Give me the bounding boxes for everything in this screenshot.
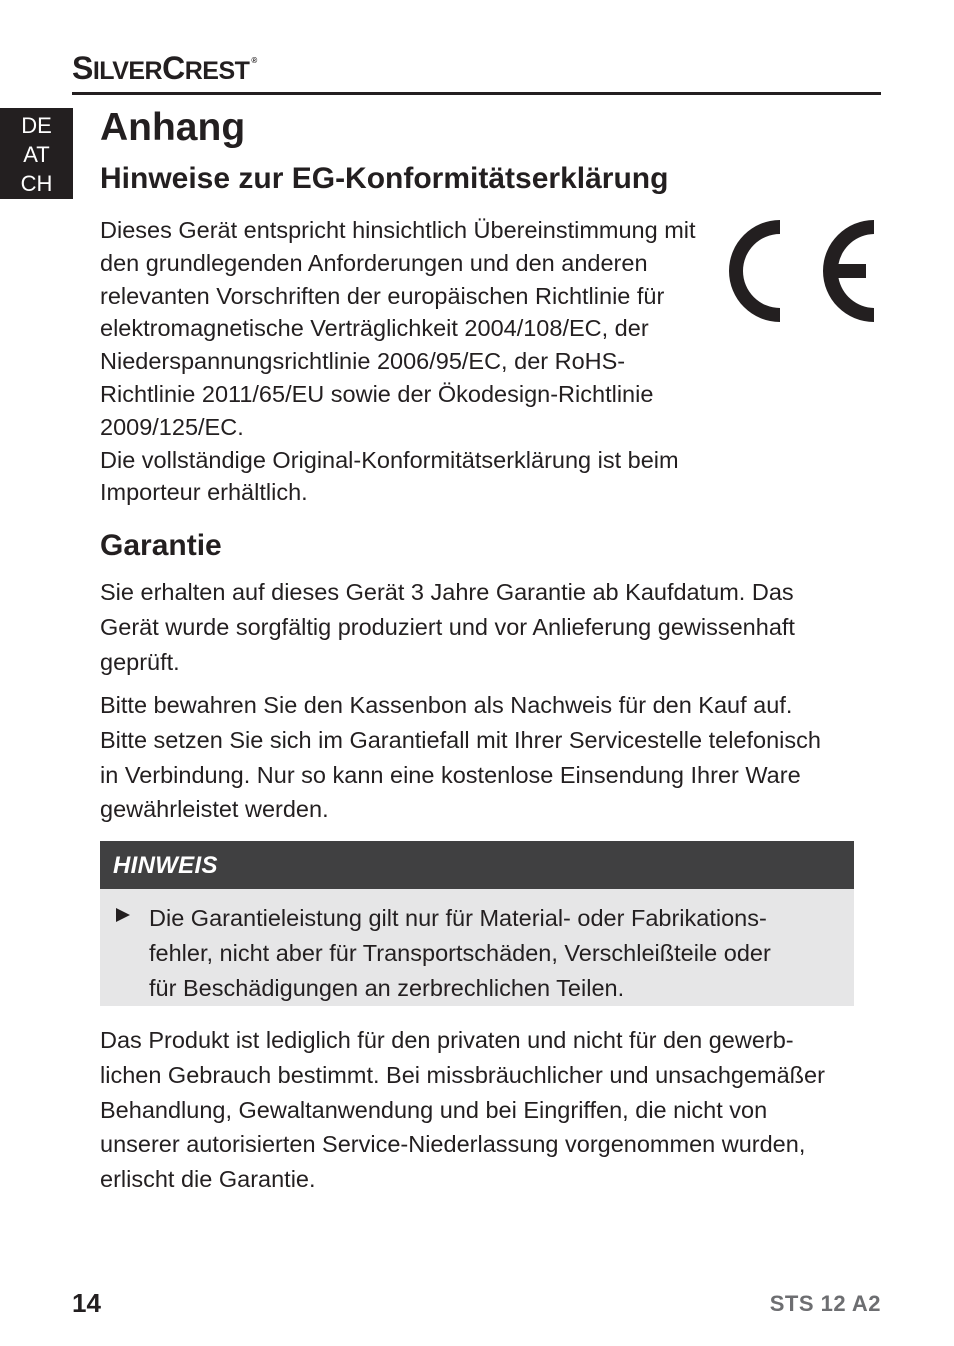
ce-mark-icon <box>728 218 876 324</box>
brand-rest-1: ILVER <box>92 57 163 85</box>
text-line: Das Produkt ist lediglich für den privaten und nicht für den gewerb- <box>100 1027 794 1053</box>
text-line: Bitte setzen Sie sich im Garantiefall mit Ihrer Servicestelle telefonisch <box>100 726 821 753</box>
garantie-paragraph-3 <box>100 1023 860 1197</box>
text-line: Die Garantieleistung gilt nur für Material- oder Fabrikations- <box>149 905 767 931</box>
text-line: Richtlinie 2011/65/EU sowie der Ökodesign-Richtlinie <box>100 380 654 407</box>
text-line: gewährleistet werden. <box>100 796 329 823</box>
text-line: lichen Gebrauch bestimmt. Bei missbräuchlicher und unsachgemäßer <box>100 1061 825 1088</box>
text-line: erlischt die Garantie. <box>100 1166 316 1193</box>
text-line: Behandlung, Gewaltanwendung und bei Eingriffen, die nicht von <box>100 1096 768 1123</box>
eg-conformity-heading: Hinweise zur EG-Konformitätserklärung <box>100 162 669 195</box>
eg-conformity-text <box>100 214 730 509</box>
text-line: Die vollständige Original-Konformitätserklärung ist beim <box>100 446 679 473</box>
garantie-paragraph-2 <box>100 688 860 827</box>
brand-initial-2: C <box>162 50 185 86</box>
brand-logo <box>72 50 257 87</box>
text-line: relevanten Vorschriften der europäischen Richtlinie für <box>100 282 665 309</box>
text-line: Importeur erhältlich. <box>100 479 308 506</box>
garantie-paragraph-1 <box>100 575 860 679</box>
page-number: 14 <box>72 1288 101 1318</box>
brand-rest-2: REST <box>184 57 250 85</box>
text-line: elektromagnetische Verträglichkeit 2004/108/EC, der <box>100 315 649 342</box>
text-line: für Beschädigungen an zerbrechlichen Teilen. <box>149 974 625 1001</box>
page-title: Anhang <box>100 106 246 149</box>
registered-mark: ® <box>251 56 257 65</box>
language-tab <box>0 108 73 199</box>
text-line: Niederspannungsrichtlinie 2006/95/EC, der RoHS- <box>100 348 626 375</box>
text-line: fehler, nicht aber für Transportschäden, Verschleißteile oder <box>149 939 771 966</box>
text-line: geprüft. <box>100 648 180 675</box>
text-line: Dieses Gerät entspricht hinsichtlich Übereinstimmung mit <box>100 217 696 243</box>
model-number: STS 12 A2 <box>769 1291 881 1316</box>
text-line: Sie erhalten auf dieses Gerät 3 Jahre Garantie ab Kaufdatum. Das <box>100 579 794 605</box>
language-code: AT <box>23 142 50 167</box>
hinweis-box <box>100 841 854 1006</box>
hinweis-heading: HINWEIS <box>100 841 854 889</box>
triangle-bullet-icon <box>116 908 130 922</box>
text-line: in Verbindung. Nur so kann eine kostenlose Einsendung Ihrer Ware <box>100 761 801 788</box>
text-line: den grundlegenden Anforderungen und den anderen <box>100 249 648 276</box>
text-line: Bitte bewahren Sie den Kassenbon als Nachweis für den Kauf auf. <box>100 692 793 718</box>
hinweis-body <box>100 889 854 1005</box>
header-divider <box>72 92 881 95</box>
language-code: DE <box>21 113 52 138</box>
garantie-heading: Garantie <box>100 529 222 562</box>
language-code: CH <box>20 171 53 196</box>
brand-initial-1: S <box>72 50 93 86</box>
text-line: Gerät wurde sorgfältig produziert und vor Anlieferung gewissenhaft <box>100 613 795 640</box>
text-line: unserer autorisierten Service-Niederlassung vorgenommen wurden, <box>100 1131 806 1158</box>
text-line: 2009/125/EC. <box>100 413 244 440</box>
